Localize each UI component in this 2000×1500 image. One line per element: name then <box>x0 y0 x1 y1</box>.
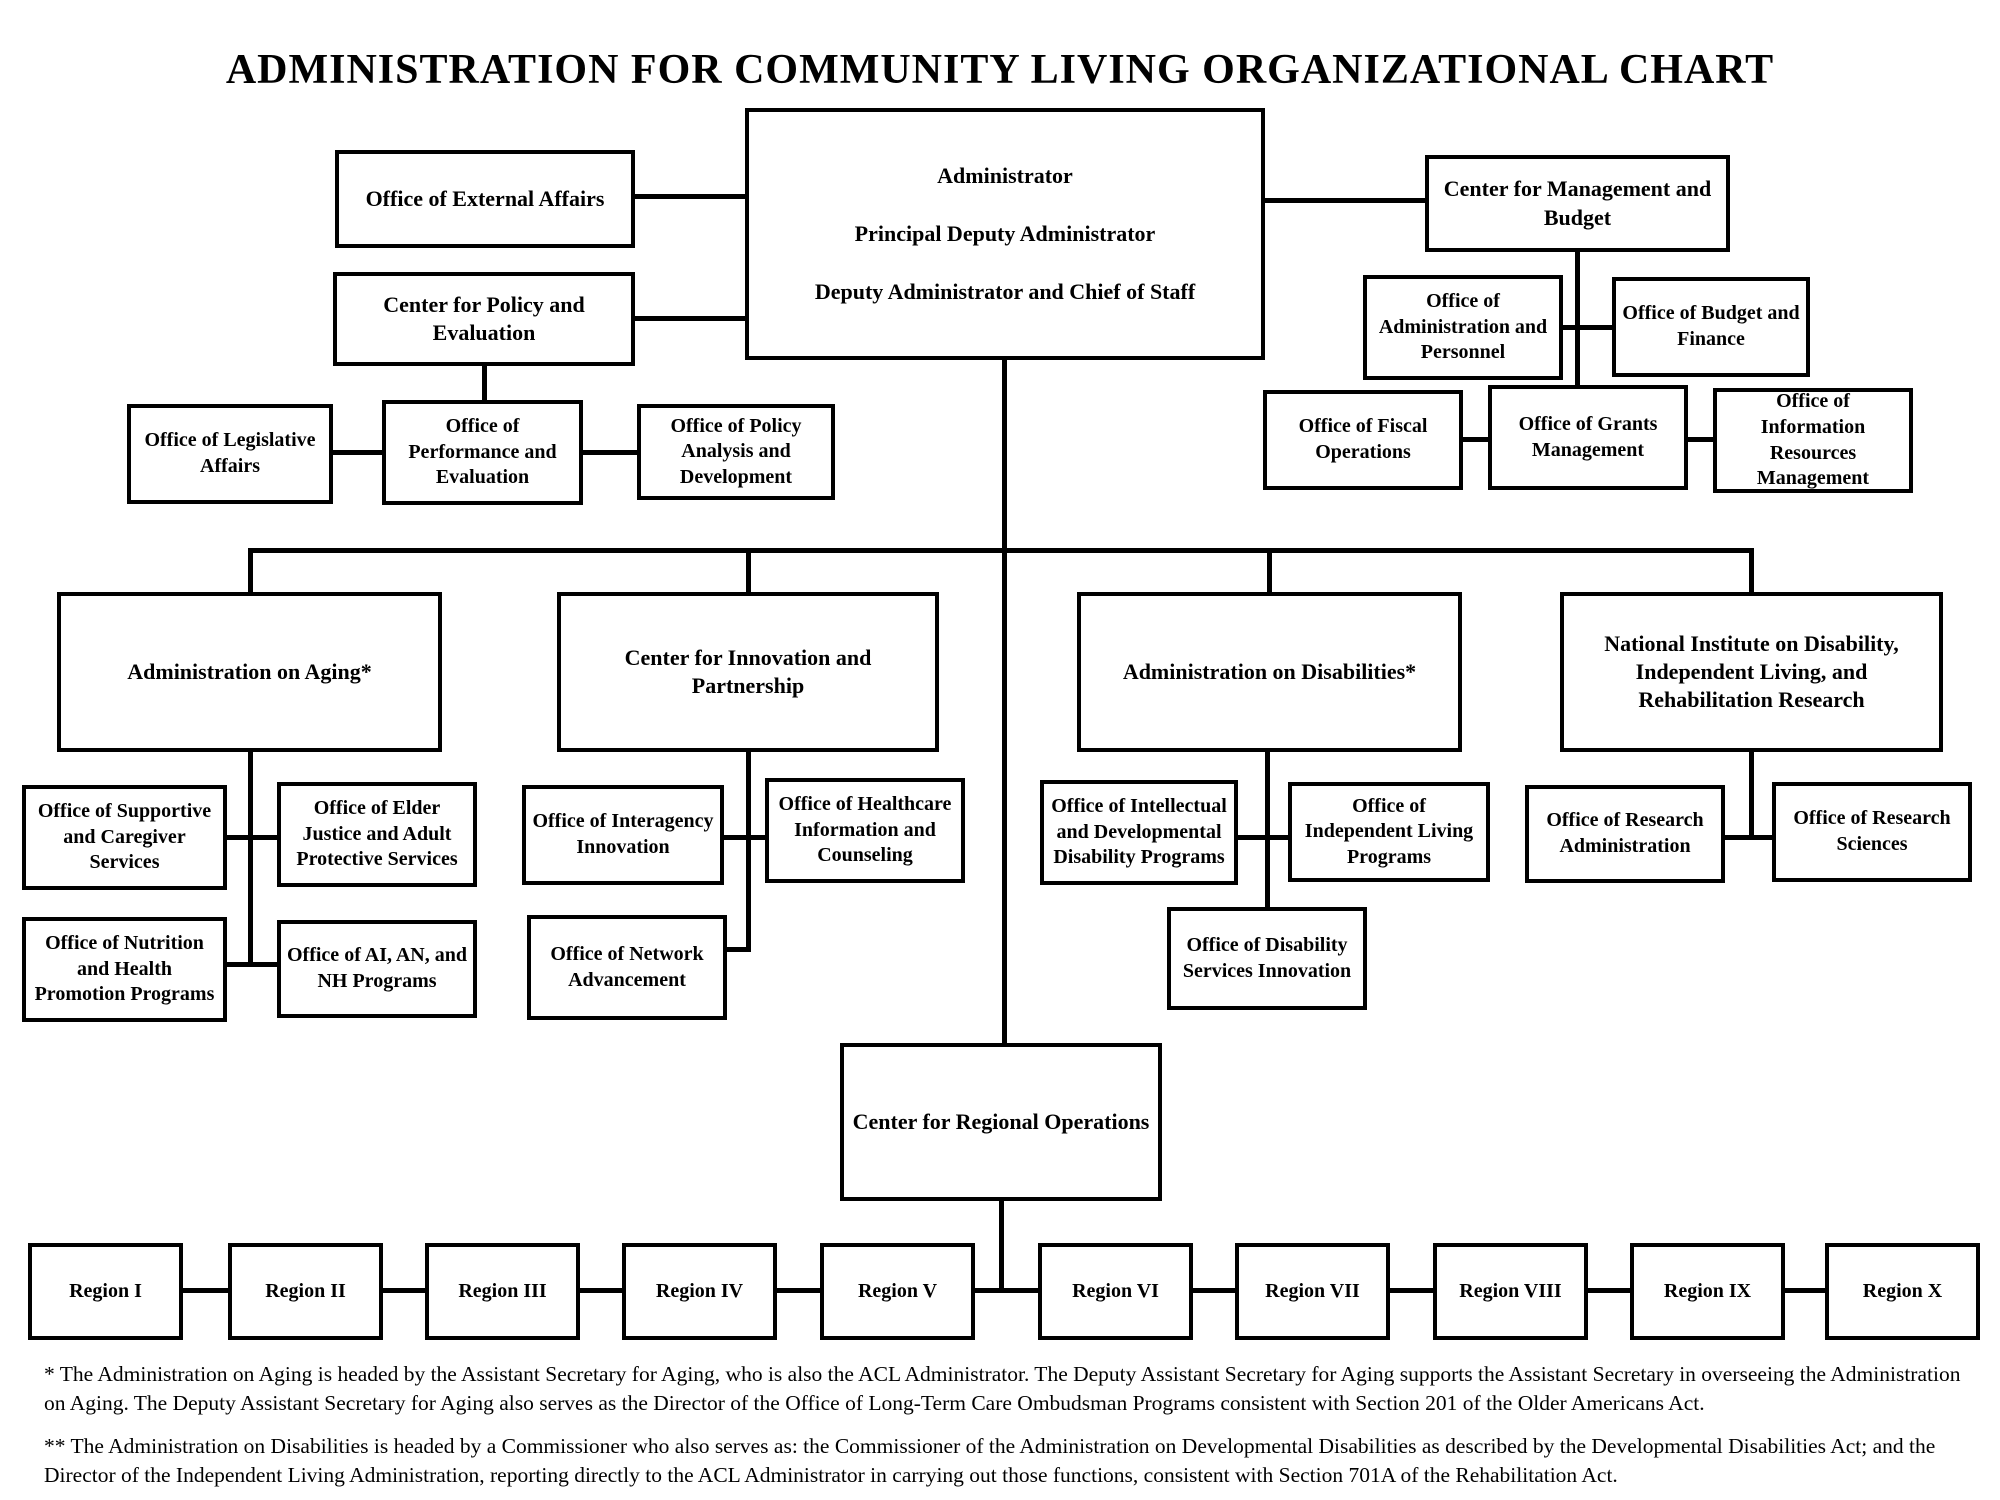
line-grants-to-information-resources <box>1688 437 1713 442</box>
box-office-of-network-advancement: Office of Network Advancement <box>527 915 727 1020</box>
box-administrator <box>745 108 1265 360</box>
box-office-of-healthcare-information-and-counseling: Office of Healthcare Information and Counseling <box>765 778 965 883</box>
footnote-aging: * The Administration on Aging is headed by the Assistant Secretary for Aging, who is also the ACL Administrator. The Deputy Assistant Secretary for Aging supports the Assistant Secretary in overseeing the Administration on Aging. The Deputy Assistant Secretary for Aging also serves as the Director of the Office of Long-Term Care Ombudsman Programs consistent with Section 201 of the Older Americans Act. <box>44 1362 1961 1415</box>
box-office-of-research-administration: Office of Research Administration <box>1525 785 1725 883</box>
box-office-of-budget-and-finance: Office of Budget and Finance <box>1612 277 1810 377</box>
box-office-of-intellectual-and-developmental-disability-programs: Office of Intellectual and Developmental Disability Programs <box>1040 780 1238 885</box>
box-center-for-management-and-budget: Center for Management and Budget <box>1425 155 1730 252</box>
box-office-of-elder-justice-and-adult-protective-services: Office of Elder Justice and Adult Protective Services <box>277 782 477 887</box>
line-drop-aging <box>248 548 253 596</box>
box-office-of-external-affairs: Office of External Affairs <box>335 150 635 248</box>
administrator-line-3: Deputy Administrator and Chief of Staff <box>814 279 1196 305</box>
line-drop-disabilities <box>1267 548 1272 596</box>
footnote-disabilities: ** The Administration on Disabilities is headed by a Commissioner who also serves as: the Commissioner of the Administration on Developmental Disabilities as described by the Developmental Disabilities Act; and the Director of the Independent Living Administration, reporting directly to the ACL Administrator in carrying out those functions, consistent with Section 701A of the Rehabilitation Act. <box>44 1434 1936 1487</box>
line-regional-operations-down <box>999 1201 1004 1293</box>
box-office-of-legislative-affairs: Office of Legislative Affairs <box>127 404 333 504</box>
line-admin-personnel-to-budget-finance <box>1563 325 1612 330</box>
box-region-9: Region IX <box>1630 1243 1785 1340</box>
line-aging-crossbar-upper <box>227 835 277 840</box>
line-region-9-10 <box>1785 1288 1825 1293</box>
box-region-3: Region III <box>425 1243 580 1340</box>
box-office-of-interagency-innovation: Office of Interagency Innovation <box>522 785 724 885</box>
line-aging-crossbar-lower <box>227 962 277 967</box>
footnotes <box>44 1360 1962 1500</box>
box-center-for-regional-operations: Center for Regional Operations <box>840 1043 1162 1201</box>
line-disabilities-trunk <box>1265 752 1270 912</box>
line-fiscal-to-grants <box>1463 437 1488 442</box>
box-nidilrr: National Institute on Disability, Independent Living, and Rehabilitation Research <box>1560 592 1943 752</box>
box-region-2: Region II <box>228 1243 383 1340</box>
box-office-of-administration-and-personnel: Office of Administration and Personnel <box>1363 275 1563 380</box>
box-office-of-disability-services-innovation: Office of Disability Services Innovation <box>1167 907 1367 1010</box>
box-office-of-independent-living-programs: Office of Independent Living Programs <box>1288 782 1490 882</box>
box-region-5: Region V <box>820 1243 975 1340</box>
line-region-7-8 <box>1390 1288 1433 1293</box>
line-region-1-2 <box>183 1288 228 1293</box>
line-network-advancement-elbow <box>727 947 751 952</box>
administrator-line-1: Administrator <box>937 162 1073 188</box>
line-region-5-6 <box>975 1288 1038 1293</box>
box-office-of-ai-an-and-nh-programs: Office of AI, AN, and NH Programs <box>277 920 477 1018</box>
box-office-of-fiscal-operations: Office of Fiscal Operations <box>1263 390 1463 490</box>
box-region-6: Region VI <box>1038 1243 1193 1340</box>
line-innovation-crossbar <box>724 835 765 840</box>
line-nidilrr-trunk <box>1749 752 1754 840</box>
line-region-6-7 <box>1193 1288 1235 1293</box>
box-region-1: Region I <box>28 1243 183 1340</box>
line-legislative-to-performance <box>333 450 382 455</box>
line-drop-nidilrr <box>1749 548 1754 596</box>
line-innovation-trunk <box>746 752 751 952</box>
box-administration-on-disabilities: Administration on Disabilities* <box>1077 592 1462 752</box>
box-center-for-policy-and-evaluation: Center for Policy and Evaluation <box>333 272 635 366</box>
box-office-of-grants-management: Office of Grants Management <box>1488 385 1688 490</box>
box-office-of-research-sciences: Office of Research Sciences <box>1772 782 1972 882</box>
line-performance-to-policy-analysis <box>583 450 637 455</box>
line-nidilrr-crossbar <box>1725 835 1772 840</box>
box-region-4: Region IV <box>622 1243 777 1340</box>
line-tier2-span <box>248 548 1754 553</box>
box-region-7: Region VII <box>1235 1243 1390 1340</box>
line-policy-evaluation-to-administrator <box>635 316 745 321</box>
box-office-of-information-resources-management: Office of Information Resources Management <box>1713 388 1913 493</box>
line-region-8-9 <box>1588 1288 1630 1293</box>
chart-title: ADMINISTRATION FOR COMMUNITY LIVING ORGANIZATIONAL CHART <box>225 47 1775 93</box>
box-office-of-supportive-and-caregiver-services: Office of Supportive and Caregiver Services <box>22 785 227 890</box>
box-office-of-nutrition-and-health-promotion-programs: Office of Nutrition and Health Promotion Programs <box>22 917 227 1022</box>
box-office-of-policy-analysis-and-development: Office of Policy Analysis and Development <box>637 404 835 500</box>
line-management-budget-down <box>1575 252 1580 389</box>
box-region-10: Region X <box>1825 1243 1980 1340</box>
line-administrator-to-management-budget <box>1265 198 1425 203</box>
box-office-of-performance-and-evaluation: Office of Performance and Evaluation <box>382 400 583 505</box>
line-aging-trunk <box>248 752 253 967</box>
line-region-2-3 <box>383 1288 425 1293</box>
line-region-4-5 <box>777 1288 820 1293</box>
line-region-3-4 <box>580 1288 622 1293</box>
line-drop-innovation <box>746 548 751 596</box>
line-administrator-trunk <box>1002 360 1007 1045</box>
line-policy-evaluation-down <box>482 366 487 404</box>
box-administration-on-aging: Administration on Aging* <box>57 592 442 752</box>
line-external-affairs-to-administrator <box>635 194 745 199</box>
box-center-for-innovation-and-partnership: Center for Innovation and Partnership <box>557 592 939 752</box>
administrator-line-2: Principal Deputy Administrator <box>854 220 1156 246</box>
line-disabilities-crossbar <box>1238 835 1288 840</box>
box-region-8: Region VIII <box>1433 1243 1588 1340</box>
